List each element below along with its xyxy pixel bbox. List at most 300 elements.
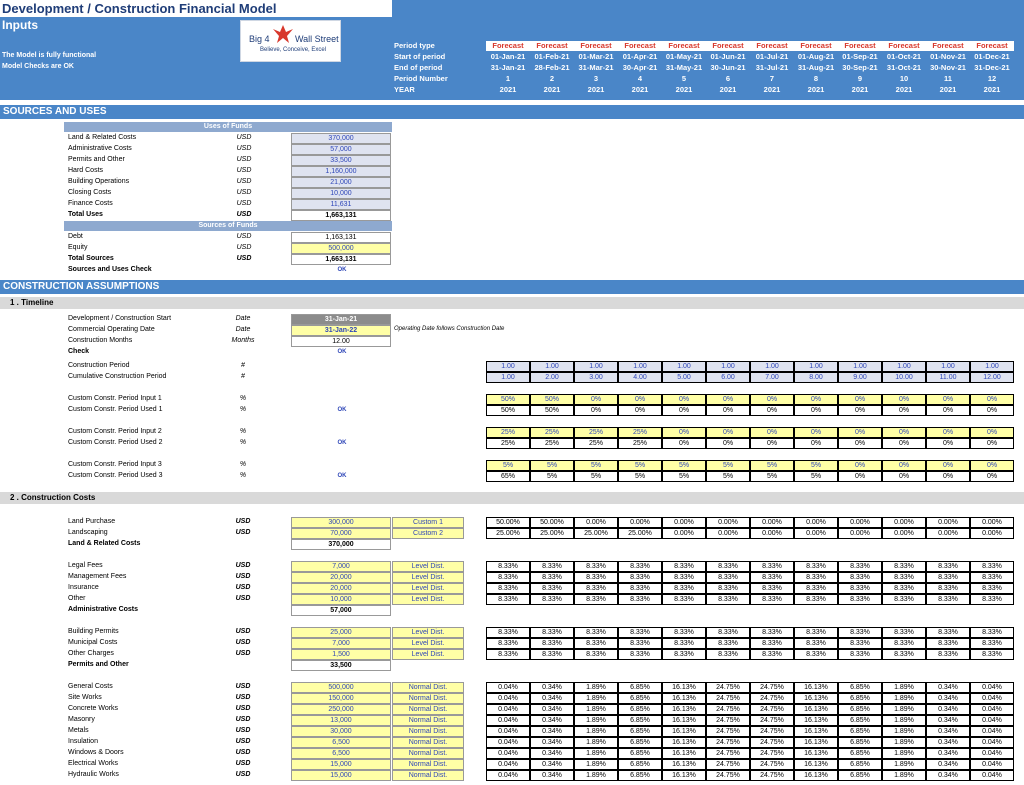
company-logo [240, 20, 341, 62]
total-uses-value: 1,663,131 [291, 210, 391, 221]
logo-brand-2: Wall Street [295, 34, 339, 44]
cost-dist-cell: 1.89% [882, 748, 926, 759]
header-number-cell: 4 [637, 74, 643, 83]
header-start-cell: 01-Sep-21 [842, 52, 878, 61]
cost-dist-cell: 8.33% [574, 561, 618, 572]
cost-dist-cell: 0.04% [486, 682, 530, 693]
cost-dist-cell: 0.04% [486, 693, 530, 704]
custom-input-cell[interactable]: 0% [970, 460, 1014, 471]
cost-dist-cell: 8.33% [662, 638, 706, 649]
cost-group-total-label: Permits and Other [68, 661, 129, 668]
cost-dist-cell: 8.33% [662, 649, 706, 660]
use-row-value: 370,000 [291, 133, 391, 144]
cost-item-label: Building Permits [68, 628, 119, 635]
source-equity-label: Equity [68, 244, 88, 251]
cost-dist-cell: 6.85% [838, 748, 882, 759]
custom-input-cell[interactable]: 0% [750, 394, 794, 405]
cost-dist-cell: 16.13% [662, 759, 706, 770]
cost-dist-cell: 1.89% [574, 682, 618, 693]
cost-dist-cell: 8.33% [970, 649, 1014, 660]
cost-dist-cell: 6.85% [838, 715, 882, 726]
cost-dist-cell: 8.33% [838, 594, 882, 605]
header-end-cell: 31-Aug-21 [797, 63, 835, 72]
cost-item-method[interactable]: Normal Dist. [392, 737, 464, 748]
cost-dist-cell: 24.75% [706, 737, 750, 748]
cost-item-value[interactable]: 7,000 [291, 561, 391, 572]
cost-dist-cell: 8.33% [926, 572, 970, 583]
custom-input-cell[interactable]: 5% [574, 460, 618, 471]
custom-input-cell[interactable]: 0% [838, 427, 882, 438]
cost-item-method[interactable]: Normal Dist. [392, 682, 464, 693]
custom-used-unit: % [239, 472, 247, 479]
cost-dist-cell: 8.33% [618, 594, 662, 605]
cost-item-label: Land Purchase [68, 518, 116, 525]
header-end-cell: 31-May-21 [665, 63, 703, 72]
header-year-cell: 2021 [851, 85, 869, 94]
cost-dist-cell: 8.33% [618, 572, 662, 583]
cost-dist-cell: 8.33% [706, 649, 750, 660]
header-period_type-cell: Forecast [706, 41, 750, 51]
cost-item-unit: USD [235, 518, 251, 525]
cost-item-value[interactable]: 15,000 [291, 759, 391, 770]
custom-input-cell[interactable]: 0% [794, 427, 838, 438]
cost-dist-cell: 24.75% [750, 737, 794, 748]
header-start-cell: 01-Jun-21 [710, 52, 746, 61]
cost-item-value[interactable]: 30,000 [291, 726, 391, 737]
cost-dist-cell: 50.00% [530, 517, 574, 528]
period-cell: 1.00 [530, 361, 574, 372]
custom-used-cell: 0% [882, 471, 926, 482]
source-equity-unit: USD [236, 244, 252, 251]
cost-item-label: General Costs [68, 683, 113, 690]
custom-input-cell[interactable]: 5% [618, 460, 662, 471]
cost-dist-cell: 0.00% [838, 528, 882, 539]
cost-group-total-value: 33,500 [291, 660, 391, 671]
cost-dist-cell: 0.00% [838, 517, 882, 528]
use-row-label: Closing Costs [68, 189, 112, 196]
cost-item-method[interactable]: Custom 1 [392, 517, 464, 528]
period-cell: 1.00 [882, 361, 926, 372]
cost-item-label: Site Works [68, 694, 102, 701]
section-construction-assumptions: CONSTRUCTION ASSUMPTIONS [0, 280, 1024, 294]
cost-dist-cell: 8.33% [530, 594, 574, 605]
cost-dist-cell: 8.33% [706, 638, 750, 649]
custom-used-cell: 0% [970, 405, 1014, 416]
custom-used-unit: % [239, 439, 247, 446]
cost-item-method[interactable]: Level Dist. [392, 649, 464, 660]
cost-dist-cell: 0.34% [926, 726, 970, 737]
cost-dist-cell: 24.75% [750, 704, 794, 715]
cost-item-value[interactable]: 15,000 [291, 770, 391, 781]
header-period_type-cell: Forecast [574, 41, 618, 51]
uses-band: Uses of Funds [64, 122, 392, 132]
custom-input-cell[interactable]: 0% [662, 394, 706, 405]
use-row-value: 21,000 [291, 177, 391, 188]
custom-input-cell[interactable]: 0% [838, 460, 882, 471]
custom-used-cell: 0% [750, 405, 794, 416]
header-number-cell: 1 [505, 74, 511, 83]
cost-dist-cell: 0.00% [882, 517, 926, 528]
cost-dist-cell: 24.75% [706, 770, 750, 781]
cost-dist-cell: 0.04% [970, 693, 1014, 704]
custom-used-cell: 0% [882, 405, 926, 416]
cost-dist-cell: 8.33% [618, 561, 662, 572]
custom-input-cell[interactable]: 0% [618, 394, 662, 405]
cost-item-method[interactable]: Level Dist. [392, 561, 464, 572]
sources-uses-check-ok: OK [337, 267, 347, 273]
cost-item-method[interactable]: Level Dist. [392, 572, 464, 583]
cost-dist-cell: 6.85% [618, 770, 662, 781]
custom-input-cell[interactable]: 0% [926, 394, 970, 405]
cost-group-total-label: Administrative Costs [68, 606, 139, 613]
custom-input-cell[interactable]: 5% [706, 460, 750, 471]
cost-dist-cell: 8.33% [574, 638, 618, 649]
cost-item-method[interactable]: Normal Dist. [392, 748, 464, 759]
cost-item-label: Management Fees [68, 573, 127, 580]
custom-input-unit: % [239, 461, 247, 468]
custom-input-cell[interactable]: 5% [486, 460, 530, 471]
cost-item-label: Other [68, 595, 86, 602]
cost-dist-cell: 8.33% [794, 638, 838, 649]
header-start-cell: 01-Dec-21 [974, 52, 1010, 61]
custom-input-cell[interactable]: 50% [486, 394, 530, 405]
cost-dist-cell: 0.04% [970, 726, 1014, 737]
header-end-cell: 31-Mar-21 [578, 63, 614, 72]
cost-dist-cell: 8.33% [970, 638, 1014, 649]
cost-dist-cell: 0.34% [926, 748, 970, 759]
custom-used-cell: 25% [574, 438, 618, 449]
cost-item-value[interactable]: 1,500 [291, 649, 391, 660]
custom-input-cell[interactable]: 5% [530, 460, 574, 471]
custom-used-cell: 0% [882, 438, 926, 449]
custom-used-cell: 0% [662, 438, 706, 449]
cost-group-total-value: 57,000 [291, 605, 391, 616]
cost-item-value[interactable]: 6,500 [291, 737, 391, 748]
cost-dist-cell: 1.89% [574, 770, 618, 781]
header-year-cell: 2021 [719, 85, 737, 94]
cost-item-method[interactable]: Level Dist. [392, 627, 464, 638]
cost-item-method[interactable]: Normal Dist. [392, 693, 464, 704]
cost-item-method[interactable]: Level Dist. [392, 638, 464, 649]
cost-dist-cell: 8.33% [706, 627, 750, 638]
cost-dist-cell: 8.33% [882, 594, 926, 605]
period-cell: 10.00 [882, 372, 926, 383]
cost-item-label: Hydraulic Works [68, 771, 119, 778]
cost-dist-cell: 1.89% [574, 759, 618, 770]
cost-dist-cell: 6.85% [838, 726, 882, 737]
cost-item-value[interactable]: 20,000 [291, 583, 391, 594]
period-cell: 1.00 [750, 361, 794, 372]
cost-dist-cell: 16.13% [662, 704, 706, 715]
custom-input-cell[interactable]: 0% [926, 427, 970, 438]
cost-dist-cell: 6.85% [618, 715, 662, 726]
timeline-value[interactable]: 31-Jan-22 [291, 325, 391, 336]
cost-item-value[interactable]: 13,000 [291, 715, 391, 726]
sheet-title: Inputs [2, 18, 38, 32]
custom-used-cell: 0% [662, 405, 706, 416]
cost-dist-cell: 8.33% [970, 627, 1014, 638]
cost-dist-cell: 0.04% [970, 759, 1014, 770]
cost-dist-cell: 16.13% [794, 748, 838, 759]
cost-dist-cell: 24.75% [750, 693, 794, 704]
cost-dist-cell: 16.13% [794, 693, 838, 704]
cost-dist-cell: 16.13% [794, 726, 838, 737]
header-start-cell: 01-Nov-21 [930, 52, 966, 61]
custom-input-cell[interactable]: 50% [530, 394, 574, 405]
cost-item-label: Metals [68, 727, 89, 734]
section-sources-uses: SOURCES AND USES [0, 105, 1024, 119]
custom-used-cell: 0% [838, 471, 882, 482]
custom-input-label: Custom Constr. Period Input 2 [68, 428, 162, 435]
custom-input-cell[interactable]: 0% [970, 394, 1014, 405]
operating-date-note: Operating Date follows Construction Date [394, 326, 505, 332]
header-period_type-cell: Forecast [794, 41, 838, 51]
cost-dist-cell: 6.85% [838, 704, 882, 715]
cost-dist-cell: 8.33% [838, 583, 882, 594]
cost-item-value[interactable]: 70,000 [291, 528, 391, 539]
cost-dist-cell: 25.00% [618, 528, 662, 539]
header-number-cell: 11 [944, 74, 952, 83]
custom-input-cell[interactable]: 0% [926, 460, 970, 471]
custom-input-cell[interactable]: 5% [662, 460, 706, 471]
cost-dist-cell: 8.33% [838, 649, 882, 660]
cost-dist-cell: 1.89% [882, 759, 926, 770]
custom-input-cell[interactable]: 5% [794, 460, 838, 471]
cost-dist-cell: 1.89% [882, 737, 926, 748]
cost-item-value[interactable]: 250,000 [291, 704, 391, 715]
cost-item-unit: USD [235, 749, 251, 756]
period-row-label: Cumulative Construction Period [68, 373, 167, 380]
cost-dist-cell: 8.33% [970, 583, 1014, 594]
cost-item-unit: USD [235, 584, 251, 591]
custom-used-cell: 0% [970, 438, 1014, 449]
cost-dist-cell: 24.75% [706, 748, 750, 759]
cost-dist-cell: 0.00% [926, 528, 970, 539]
cost-item-value[interactable]: 10,000 [291, 594, 391, 605]
cost-dist-cell: 24.75% [706, 704, 750, 715]
timeline-value: 31-Jan-21 [291, 314, 391, 325]
cost-dist-cell: 0.04% [970, 704, 1014, 715]
header-period_type-cell: Forecast [618, 41, 662, 51]
cost-item-method[interactable]: Level Dist. [392, 583, 464, 594]
cost-dist-cell: 16.13% [662, 737, 706, 748]
cost-item-value[interactable]: 6,500 [291, 748, 391, 759]
cost-dist-cell: 8.33% [574, 583, 618, 594]
period-cell: 7.00 [750, 372, 794, 383]
cost-item-method[interactable]: Custom 2 [392, 528, 464, 539]
custom-used-cell: 0% [750, 438, 794, 449]
cost-dist-cell: 8.33% [750, 649, 794, 660]
status-checks: Model Checks are OK [2, 63, 74, 70]
use-row-unit: USD [236, 134, 252, 141]
timeline-unit: Date [235, 326, 251, 333]
custom-input-cell[interactable]: 0% [970, 427, 1014, 438]
period-cell: 9.00 [838, 372, 882, 383]
header-start-cell: 01-Aug-21 [797, 52, 835, 61]
custom-used-cell: 0% [706, 405, 750, 416]
header-year-cell: 2021 [939, 85, 957, 94]
period-row-unit: # [241, 362, 245, 369]
use-row-unit: USD [236, 167, 252, 174]
custom-input-cell[interactable]: 0% [838, 394, 882, 405]
cost-dist-cell: 0.04% [970, 682, 1014, 693]
cost-dist-cell: 8.33% [794, 627, 838, 638]
timeline-value[interactable]: 12.00 [291, 336, 391, 347]
period-cell: 1.00 [706, 361, 750, 372]
cost-dist-cell: 0.00% [750, 528, 794, 539]
custom-used-cell: 5% [662, 471, 706, 482]
cost-dist-cell: 24.75% [750, 748, 794, 759]
cost-dist-cell: 8.33% [882, 638, 926, 649]
custom-used-unit: % [239, 406, 247, 413]
cost-dist-cell: 8.33% [882, 572, 926, 583]
custom-input-cell[interactable]: 0% [794, 394, 838, 405]
custom-input-cell[interactable]: 0% [706, 394, 750, 405]
cost-dist-cell: 0.00% [926, 517, 970, 528]
cost-item-method[interactable]: Normal Dist. [392, 770, 464, 781]
cost-item-value[interactable]: 500,000 [291, 682, 391, 693]
cost-dist-cell: 24.75% [750, 770, 794, 781]
custom-used-cell: 5% [750, 471, 794, 482]
cost-dist-cell: 0.34% [530, 715, 574, 726]
cost-dist-cell: 8.33% [970, 594, 1014, 605]
cost-dist-cell: 1.89% [574, 693, 618, 704]
custom-used-label: Custom Constr. Period Used 1 [68, 406, 163, 413]
cost-dist-cell: 8.33% [882, 649, 926, 660]
cost-dist-cell: 6.85% [618, 704, 662, 715]
cost-dist-cell: 1.89% [882, 682, 926, 693]
cost-dist-cell: 8.33% [574, 594, 618, 605]
custom-input-cell[interactable]: 25% [486, 427, 530, 438]
period-cell: 2.00 [530, 372, 574, 383]
cost-dist-cell: 1.89% [882, 704, 926, 715]
header-year-cell: 2021 [983, 85, 1001, 94]
header-number-cell: 7 [769, 74, 775, 83]
cost-dist-cell: 24.75% [750, 682, 794, 693]
custom-used-cell: 0% [970, 471, 1014, 482]
cost-dist-cell: 6.85% [838, 770, 882, 781]
cost-dist-cell: 8.33% [838, 572, 882, 583]
cost-dist-cell: 16.13% [662, 748, 706, 759]
cost-item-unit: USD [235, 694, 251, 701]
cost-item-unit: USD [235, 650, 251, 657]
cost-dist-cell: 0.34% [530, 682, 574, 693]
custom-input-cell[interactable]: 5% [750, 460, 794, 471]
cost-item-value[interactable]: 25,000 [291, 627, 391, 638]
header-start-cell: 01-Oct-21 [886, 52, 922, 61]
cost-dist-cell: 24.75% [750, 726, 794, 737]
cost-dist-cell: 0.34% [530, 759, 574, 770]
cost-dist-cell: 24.75% [706, 715, 750, 726]
cost-item-unit: USD [235, 771, 251, 778]
period-cell: 5.00 [662, 372, 706, 383]
header-end-cell: 31-Oct-21 [886, 63, 922, 72]
cost-item-method[interactable]: Normal Dist. [392, 759, 464, 770]
cost-dist-cell: 8.33% [530, 649, 574, 660]
cost-item-method[interactable]: Normal Dist. [392, 726, 464, 737]
cost-item-label: Insulation [68, 738, 98, 745]
cost-item-label: Landscaping [68, 529, 108, 536]
cost-item-label: Concrete Works [68, 705, 119, 712]
custom-input-cell[interactable]: 0% [882, 394, 926, 405]
source-debt-label: Debt [68, 233, 83, 240]
cost-dist-cell: 8.33% [926, 627, 970, 638]
total-sources-unit: USD [236, 255, 252, 262]
cost-group-total-label: Land & Related Costs [68, 540, 141, 547]
custom-input-cell[interactable]: 0% [750, 427, 794, 438]
cost-dist-cell: 8.33% [706, 572, 750, 583]
header-period_type-cell: Forecast [970, 41, 1014, 51]
custom-input-cell[interactable]: 0% [882, 427, 926, 438]
cost-dist-cell: 8.33% [618, 583, 662, 594]
cost-item-method[interactable]: Level Dist. [392, 594, 464, 605]
cost-dist-cell: 0.34% [530, 726, 574, 737]
cost-item-method[interactable]: Normal Dist. [392, 704, 464, 715]
period-cell: 1.00 [662, 361, 706, 372]
header-end-cell: 28-Feb-21 [534, 63, 570, 72]
cost-dist-cell: 6.85% [618, 737, 662, 748]
cost-dist-cell: 0.34% [926, 770, 970, 781]
cost-item-value[interactable]: 20,000 [291, 572, 391, 583]
custom-input-cell[interactable]: 25% [574, 427, 618, 438]
header-year-cell: 2021 [587, 85, 605, 94]
cost-dist-cell: 8.33% [486, 649, 530, 660]
custom-used-label: Custom Constr. Period Used 2 [68, 439, 163, 446]
cost-item-unit: USD [235, 595, 251, 602]
header-number-cell: 10 [899, 74, 909, 83]
cost-item-value[interactable]: 150,000 [291, 693, 391, 704]
cost-dist-cell: 0.04% [486, 704, 530, 715]
cost-dist-cell: 0.34% [530, 704, 574, 715]
custom-input-cell[interactable]: 0% [574, 394, 618, 405]
use-row-value: 33,500 [291, 155, 391, 166]
cost-dist-cell: 0.34% [926, 715, 970, 726]
period-cell: 6.00 [706, 372, 750, 383]
cost-dist-cell: 8.33% [662, 583, 706, 594]
cost-item-label: Municipal Costs [68, 639, 118, 646]
custom-input-cell[interactable]: 0% [882, 460, 926, 471]
cost-dist-cell: 8.33% [662, 594, 706, 605]
custom-input-cell[interactable]: 25% [530, 427, 574, 438]
status-functional: The Model is fully functional [2, 52, 97, 59]
period-cell: 3.00 [574, 372, 618, 383]
cost-item-value[interactable]: 300,000 [291, 517, 391, 528]
cost-dist-cell: 8.33% [662, 627, 706, 638]
source-equity-value[interactable]: 500,000 [291, 243, 391, 254]
source-debt-unit: USD [236, 233, 252, 240]
header-end-cell: 31-Jul-21 [755, 63, 789, 72]
custom-input-cell[interactable]: 25% [618, 427, 662, 438]
cost-dist-cell: 24.75% [750, 759, 794, 770]
custom-used-cell: 50% [530, 405, 574, 416]
cost-dist-cell: 0.00% [794, 528, 838, 539]
cost-item-value[interactable]: 7,000 [291, 638, 391, 649]
cost-item-method[interactable]: Normal Dist. [392, 715, 464, 726]
cost-dist-cell: 1.89% [574, 704, 618, 715]
cost-dist-cell: 8.33% [486, 561, 530, 572]
custom-input-cell[interactable]: 0% [662, 427, 706, 438]
cost-dist-cell: 6.85% [618, 693, 662, 704]
cost-dist-cell: 0.00% [794, 517, 838, 528]
custom-used-cell: 5% [706, 471, 750, 482]
cost-dist-cell: 25.00% [486, 528, 530, 539]
cost-dist-cell: 8.33% [662, 572, 706, 583]
header-period_type-cell: Forecast [662, 41, 706, 51]
cost-dist-cell: 50.00% [486, 517, 530, 528]
custom-input-cell[interactable]: 0% [706, 427, 750, 438]
period-cell: 1.00 [926, 361, 970, 372]
custom-used-cell: 5% [530, 471, 574, 482]
